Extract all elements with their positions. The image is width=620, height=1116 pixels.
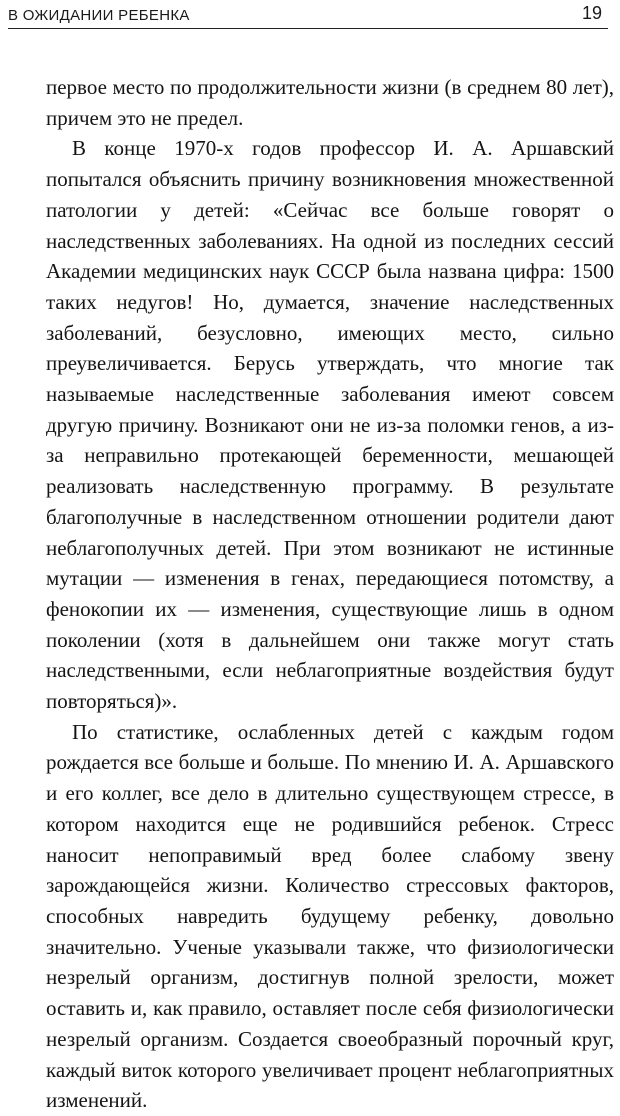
- running-head: В ОЖИДАНИИ РЕБЕНКА: [8, 7, 190, 24]
- page-header: [8, 0, 608, 29]
- paragraph-continuation: первое место по продолжительности жизни (в среднем 80 лет), причем это не предел.: [46, 75, 614, 130]
- page-number: 19: [581, 3, 602, 23]
- body-text: [46, 72, 614, 1116]
- paragraph-arshavsky-quote: В конце 1970-х годов профессор И. А. Аршавский попытался объяснить причину возникновения множественной патологии у детей: «Сейчас все больше говорят о наследственных заболеваниях. На одной из последних сессий Академии медицинских наук СССР была названа цифра: 1500 таких недугов! Но, думается, значение наследственных заболеваний, безусловно, имеющих место, сильно преувеличивается. Берусь утверждать, что многие так называемые наследственные заболевания имеют совсем другую причину. Возникают они не из-за поломки генов, а из-за неправильно протекающей беременности, мешающей реализовать наследственную программу. В результате благополучные в наследственном отношении родители дают неблагополучных детей. При этом возникают не истинные мутации — изменения в генах, передающиеся потомству, а фенокопии их — изменения, существующие лишь в одном поколении (хотя в дальнейшем они также могут стать наследственными, если неблагоприятные воздействия будут повторяться)».: [46, 136, 614, 714]
- paragraph-statistics: По статистике, ослабленных детей с каждым годом рождается все больше и больше. По мнению И. А. Аршавского и его коллег, все дело в длительно существующем стрессе, в котором находится еще не родившийся ребенок. Стресс наносит непоправимый вред более слабому звену зарождающейся жизни. Количество стрессовых факторов, способных навредить будущему ребенку, довольно значительно. Ученые указывали также, что физиологически незрелый организм, достигнув полной зрелости, может оставить и, как правило, оставляет после себя физиологически незрелый организм. Создается своеобразный порочный круг, каждый виток которого увеличивает процент неблагоприятных изменений.: [46, 719, 614, 1113]
